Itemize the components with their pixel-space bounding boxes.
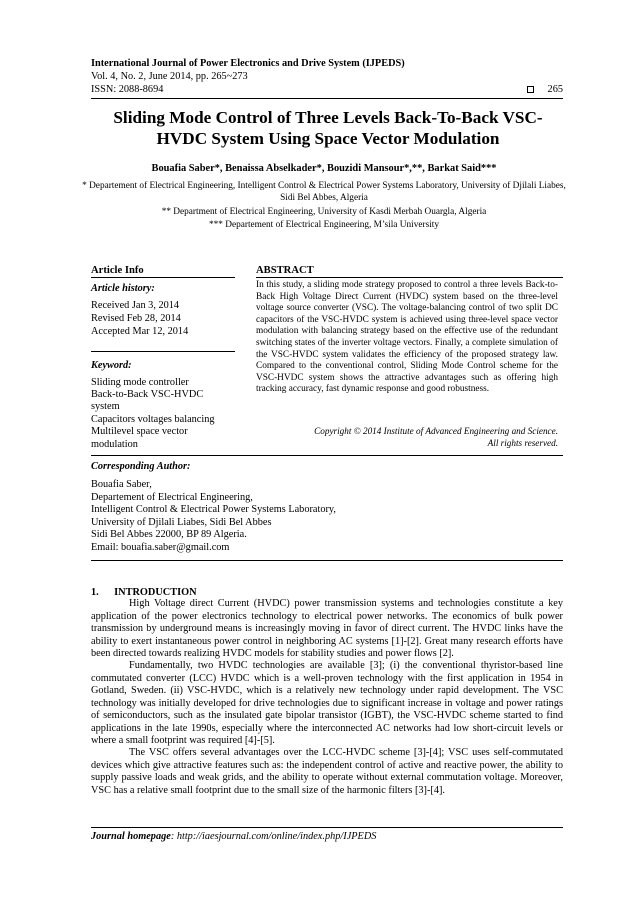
corresponding-divider	[91, 455, 563, 456]
journal-name: International Journal of Power Electronics and Drive System (IJPEDS)	[91, 58, 405, 69]
keyword-item: system	[91, 401, 120, 412]
journal-volume: Vol. 4, No. 2, June 2014, pp. 265~273	[91, 71, 248, 82]
article-history-heading: Article history:	[91, 283, 155, 294]
author-list: Bouafia Saber*, Benaissa Abselkader*, Bouzidi Mansour*,**, Barkat Said***	[151, 163, 497, 174]
header-divider	[91, 98, 563, 99]
article-info-heading: Article Info	[91, 265, 144, 276]
keyword-heading: Keyword:	[91, 360, 132, 371]
homepage-link[interactable]: : http://iaesjournal.com/online/index.php/IJPEDS	[170, 831, 377, 842]
affiliation-2: ** Department of Electrical Engineering, University of Kasdi Merbah Ouargla, Algeria	[161, 207, 487, 217]
abstract-heading: ABSTRACT	[256, 265, 314, 276]
journal-homepage	[91, 830, 376, 843]
keyword-item: Back-to-Back VSC-HVDC	[91, 389, 204, 400]
copyright-line: All rights reserved.	[487, 437, 558, 448]
corresponding-line: Bouafia Saber,	[91, 479, 152, 490]
affiliation-3: *** Departement of Electrical Engineering, M’sila University	[208, 220, 440, 230]
corresponding-line: Intelligent Control & Electrical Power Systems Laboratory,	[91, 504, 336, 516]
abstract-text: In this study, a sliding mode strategy proposed to control a three levels Back-to-Back High Voltage Direct Current (HVDC) system based on the three-level voltage source converter (VSC). The voltage-balancing control of two split DC capacitors of the VSC-HVDC system is achieved using three-level space vector modulation with balancing strategy based on the effective use of the redundant switching states of the inverter voltage vectors. Finally, a complete simulation of the VSC-HVDC system validates the efficiency of the proposed strategy law. Compared to the conventional control, Sliding Mode Control scheme for the VSC-HVDC system shows the attractive advantages such as offering high tracking accuracy, fast dynamic response and good robustness.	[256, 280, 558, 395]
copyright-line: Copyright © 2014 Institute of Advanced Engineering and Science.	[314, 426, 558, 436]
footer-divider	[91, 827, 563, 828]
history-divider	[91, 351, 235, 352]
square-icon	[527, 86, 534, 93]
article-info-divider	[91, 277, 235, 278]
abstract-divider	[256, 277, 563, 278]
page-number-block	[527, 83, 563, 96]
corresponding-email: Email: bouafia.saber@gmail.com	[91, 541, 230, 553]
corresponding-line: Sidi Bel Abbes 22000, BP 89 Algeria.	[91, 529, 247, 541]
body-paragraph: High Voltage direct Current (HVDC) power transmission systems and technologies constitute a key application of the power electronics technology to electrical power networks. The economics of bulk power transmission by underground means is increasingly moving in favor of direct current. The HVDC links have the ability to exert instantaneous power control in neighboring AC systems [1]-[2]. Great many research efforts have been directed towards realizing HVDC models for stability studies and power flows [2].	[91, 598, 563, 659]
revised-date: Revised Feb 28, 2014	[91, 313, 181, 324]
accepted-date: Accepted Mar 12, 2014	[91, 326, 189, 337]
copyright-notice	[256, 426, 558, 449]
keyword-item: Sliding mode controller	[91, 377, 189, 388]
keyword-item: Capacitors voltages balancing	[91, 414, 215, 425]
info-box-bottom-divider	[91, 560, 563, 561]
section-heading-introduction: 1. INTRODUCTION	[91, 587, 197, 598]
corresponding-author-block	[91, 479, 561, 555]
corresponding-line: University of Djilali Liabes, Sidi Bel Abbes	[91, 516, 272, 528]
affiliation-1: * Departement of Electrical Engineering, Intelligent Control & Electrical Power Systems Laboratory, University of Djilali Liabes, Sidi Bel Abbes, Algeria	[82, 181, 566, 203]
received-date: Received Jan 3, 2014	[91, 300, 180, 311]
keyword-item: modulation	[91, 439, 138, 450]
page-number: 265	[547, 84, 563, 95]
corresponding-line: Departement of Electrical Engineering,	[91, 491, 253, 503]
paper-title: Sliding Mode Control of Three Levels Back-To-Back VSC-HVDC System Using Space Vector Modulation	[113, 108, 543, 148]
body-paragraph: The VSC offers several advantages over the LCC-HVDC scheme [3]-[4]; VSC uses self-commutated devices which give attractive features such as: the independent control of active and reactive power, the ability to supply passive loads and weak grids, and the ability to operate without external commutation voltage. Moreover, VSC has a relative small footprint due to the small size of the harmonic filters [3]-[4].	[91, 747, 563, 796]
journal-issn: ISSN: 2088-8694	[91, 84, 164, 95]
homepage-label: Journal homepage	[91, 831, 171, 842]
corresponding-heading: Corresponding Author:	[91, 461, 191, 472]
body-paragraph: Fundamentally, two HVDC technologies are available [3]; (i) the conventional thyristor-based line commutated converter (LCC) HVDC which is a well-proven technology with the first application in 1954 in Gotland, Sweden. (ii) VSC-HVDC, which is a relatively new technology under rapid development. The VSC technology was initially developed for drive technologies due to significant increase in voltage and power ratings of semiconductors, such as the insulated gate bipolar transistor (IGBT), the VSC-HVDC scheme started to find applications in the late 1990s, especially where the interconnected AC networks had low short-circuit levels or where a small footprint was required [4]-[5].	[91, 660, 563, 746]
keyword-item: Multilevel space vector	[91, 426, 188, 437]
